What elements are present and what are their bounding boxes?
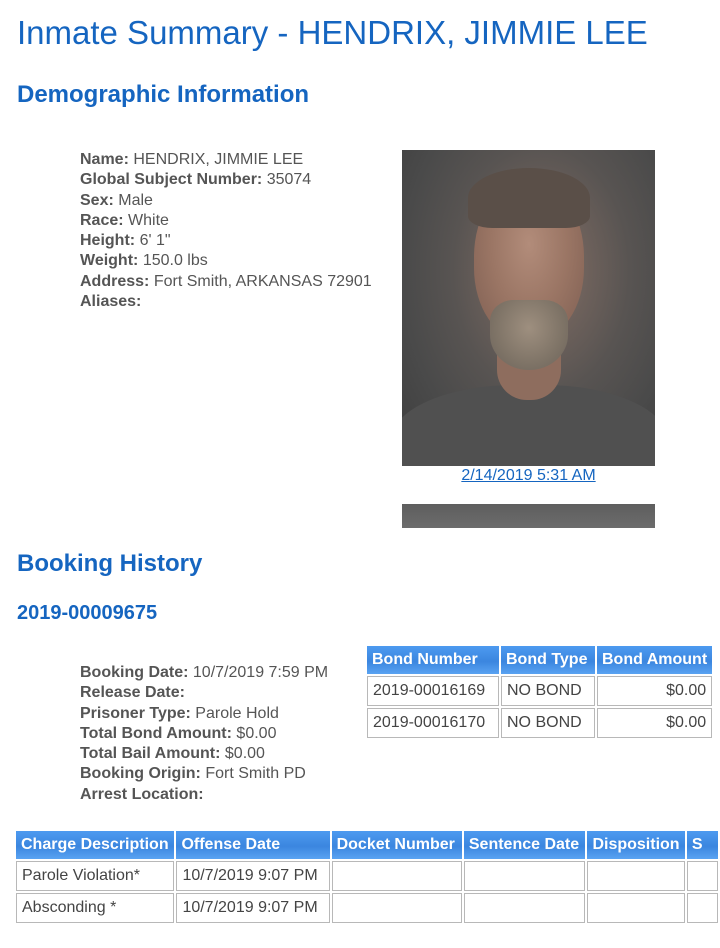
sex-row — [80, 191, 372, 211]
weight-label: Weight: — [80, 252, 139, 270]
prisoner-type-row — [80, 704, 328, 724]
total-bail-label: Total Bail Amount: — [80, 745, 221, 763]
sentence-cell — [687, 861, 718, 891]
sentence-date-header: Sentence Date — [464, 831, 586, 859]
docket-number-cell — [332, 893, 462, 923]
weight-value: 150.0 lbs — [142, 252, 208, 270]
name-row — [80, 150, 372, 170]
disposition-cell — [587, 893, 684, 923]
release-date-label: Release Date: — [80, 684, 185, 702]
race-label: Race: — [80, 211, 124, 229]
total-bail-row — [80, 744, 328, 764]
sex-label: Sex: — [80, 191, 114, 209]
arrest-location-label: Arrest Location: — [80, 785, 204, 803]
table-row — [367, 708, 712, 738]
height-label: Height: — [80, 232, 136, 250]
offense-date-header: Offense Date — [176, 831, 329, 859]
demographic-info — [80, 150, 372, 312]
total-bail-value: $0.00 — [224, 745, 265, 763]
charge-table — [14, 829, 720, 925]
bond-number-cell: 2019-00016170 — [367, 708, 499, 738]
release-date-row — [80, 683, 328, 703]
sentence-date-cell — [464, 893, 586, 923]
booking-origin-label: Booking Origin: — [80, 765, 201, 783]
page-title: Inmate Summary - HENDRIX, JIMMIE LEE — [17, 14, 648, 51]
bond-amount-header: Bond Amount — [597, 646, 712, 674]
global-subject-number-label: Global Subject Number: — [80, 171, 263, 189]
address-value: Fort Smith, ARKANSAS 72901 — [153, 272, 372, 290]
sentence-header: S — [687, 831, 718, 859]
docket-number-header: Docket Number — [332, 831, 462, 859]
race-value: White — [128, 211, 169, 229]
race-row — [80, 211, 372, 231]
bond-amount-cell: $0.00 — [597, 708, 712, 738]
secondary-photo-thumbnail[interactable] — [402, 504, 655, 528]
aliases-row — [80, 292, 372, 312]
global-subject-number-row — [80, 170, 372, 190]
charge-description-cell: Absconding * — [16, 893, 174, 923]
bond-type-header: Bond Type — [501, 646, 595, 674]
address-row — [80, 272, 372, 292]
bond-type-cell: NO BOND — [501, 676, 595, 706]
height-row — [80, 231, 372, 251]
charge-table-viewport[interactable] — [0, 829, 720, 948]
total-bond-value: $0.00 — [236, 724, 277, 742]
demographic-heading: Demographic Information — [17, 81, 310, 108]
disposition-header: Disposition — [587, 831, 684, 859]
booking-info — [80, 663, 328, 805]
mugshot-photo[interactable] — [402, 150, 655, 466]
arrest-location-row — [80, 785, 328, 805]
aliases-label: Aliases: — [80, 293, 142, 311]
bond-number-header: Bond Number — [367, 646, 499, 674]
address-label: Address: — [80, 272, 150, 290]
offense-date-cell: 10/7/2019 9:07 PM — [176, 861, 329, 891]
bond-table — [365, 644, 714, 740]
global-subject-number-value: 35074 — [266, 171, 312, 189]
booking-history-heading: Booking History — [17, 550, 203, 577]
booking-origin-row — [80, 764, 328, 784]
charge-table-header — [16, 831, 718, 859]
table-row — [16, 893, 718, 923]
booking-date-label: Booking Date: — [80, 664, 189, 681]
weight-row — [80, 251, 372, 271]
booking-origin-value: Fort Smith PD — [205, 765, 306, 783]
table-row — [367, 676, 712, 706]
sentence-cell — [687, 893, 718, 923]
offense-date-cell: 10/7/2019 9:07 PM — [176, 893, 329, 923]
bond-number-cell: 2019-00016169 — [367, 676, 499, 706]
bond-amount-cell: $0.00 — [597, 676, 712, 706]
charge-description-header: Charge Description — [16, 831, 174, 859]
prisoner-type-label: Prisoner Type: — [80, 704, 191, 722]
photo-date-link[interactable]: 2/14/2019 5:31 AM — [461, 467, 596, 484]
docket-number-cell — [332, 861, 462, 891]
table-row — [16, 861, 718, 891]
total-bond-row — [80, 724, 328, 744]
charge-description-cell: Parole Violation* — [16, 861, 174, 891]
total-bond-label: Total Bond Amount: — [80, 724, 232, 742]
bond-type-cell: NO BOND — [501, 708, 595, 738]
name-label: Name: — [80, 151, 129, 168]
height-value: 6' 1" — [139, 232, 171, 250]
name-value: HENDRIX, JIMMIE LEE — [133, 151, 304, 168]
booking-number: 2019-00009675 — [17, 602, 158, 624]
bond-table-header — [367, 646, 712, 674]
booking-date-value: 10/7/2019 7:59 PM — [192, 664, 329, 681]
booking-date-row — [80, 663, 328, 683]
prisoner-type-value: Parole Hold — [195, 704, 279, 722]
disposition-cell — [587, 861, 684, 891]
sentence-date-cell — [464, 861, 586, 891]
sex-value: Male — [118, 191, 153, 209]
